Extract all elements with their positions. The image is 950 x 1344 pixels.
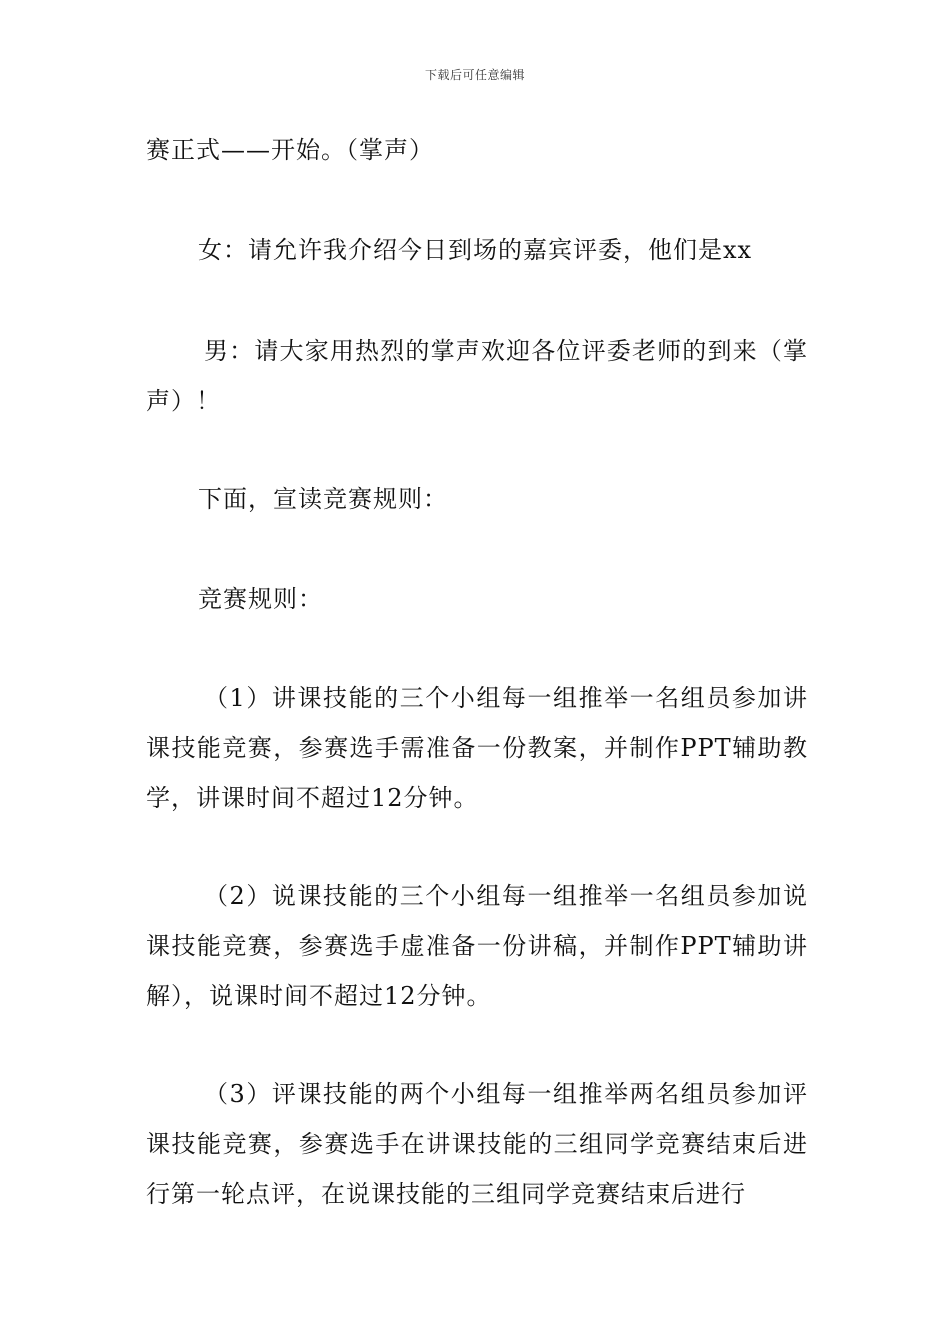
- paragraph-female-host: 女：请允许我介绍今日到场的嘉宾评委，他们是xx: [198, 236, 753, 264]
- page-header: 下载后可任意编辑: [424, 68, 525, 82]
- paragraph-rules-heading: 竞赛规则：: [198, 585, 323, 613]
- paragraph-continuation: 赛正式——开始。（掌声）: [146, 136, 434, 164]
- paragraph-rules-intro: 下面，宣读竞赛规则：: [198, 485, 448, 513]
- paragraph-rule-1: （1）讲课技能的三个小组每一组推举一名组员参加讲课技能竞赛，参赛选手需准备一份教案，并制作PPT辅助教学，讲课时间不超过12分钟。: [146, 684, 808, 812]
- paragraph-rule-3: （3）评课技能的两个小组每一组推举两名组员参加评课技能竞赛，参赛选手在讲课技能的三组同学竞赛结束后进行第一轮点评，在说课技能的三组同学竞赛结束后进行: [146, 1080, 808, 1208]
- paragraph-male-host: 男：请大家用热烈的掌声欢迎各位评委老师的到来（掌声）！: [146, 337, 808, 415]
- paragraph-rule-2: （2）说课技能的三个小组每一组推举一名组员参加说课技能竞赛，参赛选手虚准备一份讲稿，并制作PPT辅助讲解），说课时间不超过12分钟。: [146, 882, 808, 1010]
